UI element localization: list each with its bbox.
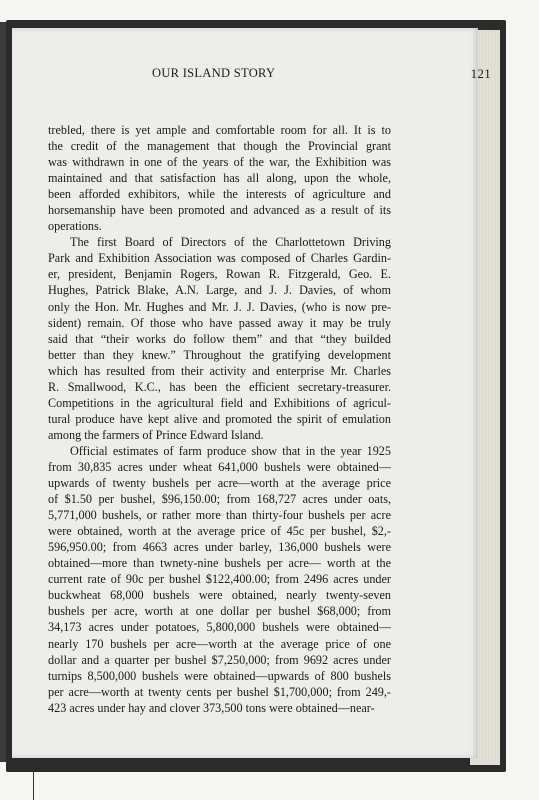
text-line: which has resulted from their activity and enterprise Mr. Charles [48,363,391,378]
text-line: 423 acres under hay and clover 373,500 tons were obtained—near- [48,700,375,715]
paragraph [48,122,391,234]
text-line: said that “their works do follow them” and that “they builded [48,331,391,346]
text-line: The first Board of Directors of the Charlottetown Driving [70,235,391,250]
paragraph [48,443,391,716]
text-line: trebled, there is yet ample and comfortable room for all. It is to [48,123,391,137]
text-line: nearly 170 bushels per acre—worth at the average price of one [48,636,391,651]
text-line: dollar and a quarter per bushel $7,250,000; from 9692 acres under [48,652,391,667]
text-line: only the Hon. Mr. Hughes and Mr. J. J. Davies, (who is now pre- [48,299,391,314]
text-line: tural produce have kept alive and promoted the spirit of emulation [48,411,391,426]
body-text [48,122,391,716]
text-line: R. Smallwood, K.C., has been the efficient secretary-treasurer. [48,379,391,394]
text-line: current rate of 90c per bushel $122,400.00; from 2496 acres under [48,572,391,587]
text-line: among the farmers of Prince Edward Island. [48,427,264,442]
text-line: sident) remain. Of those who have passed away it may be truly [48,315,391,330]
text-line: obtained—more than twnety-nine bushels per acre— worth at the [48,556,391,571]
text-line: from 30,835 acres under wheat 641,000 bushels were obtained— [48,459,391,474]
text-line: per acre—worth at twenty cents per bushel $1,700,000; from 249,- [48,684,391,699]
text-line: maintained and that satisfaction has all along, upon the whole, [48,171,391,186]
text-line: horsemanship have been promoted and advanced as a result of its [48,203,391,218]
text-line: buckwheat 68,000 bushels were obtained, nearly twenty-seven [48,588,391,603]
text-line: operations. [48,219,102,234]
scan-mark [33,770,34,800]
text-line: the credit of the management that though the Provincial grant [48,139,391,154]
text-line: Hughes, Patrick Blake, A.N. Large, and J. J. Davies, of whom [48,283,391,298]
text-line: of $1.50 per bushel, $96,150.00; from 168,727 acres under oats, [48,492,391,507]
page-number: 121 [470,66,491,81]
text-line: Official estimates of farm produce show that in the year 1925 [70,443,391,458]
text-line: 596,950.00; from 4663 acres under barley, 136,000 bushels were [48,540,391,555]
text-line: 5,771,000 bushels, or rather more than thirty-four bushels per acre [48,508,391,523]
text-line: Competitions in the agricultural field and Exhibitions of agricul- [48,395,391,410]
text-line: was withdrawn in one of the years of the war, the Exhibition was [48,155,391,170]
text-line: bushels per acre, worth at one dollar per bushel $68,000; from [48,604,391,619]
text-line: Park and Exhibition Association was composed of Charles Gardin- [48,251,391,266]
text-line: upwards of twenty bushels per acre—worth at the average price [48,476,391,491]
running-title: OUR ISLAND STORY [152,66,276,80]
paragraph [48,234,391,443]
text-line: better than they knew.” Throughout the gratifying development [48,347,391,362]
text-line: been afforded exhibitors, while the interests of agriculture and [48,187,391,202]
text-line: er, president, Benjamin Rogers, Rowan R. Fitzgerald, Geo. E. [48,267,391,282]
page-header [36,66,511,86]
text-line: 34,173 acres under potatoes, 5,800,000 bushels were obtained— [48,620,391,635]
text-line: were obtained, worth at the average price of 45c per bushel, $2,- [48,524,391,539]
text-line: turnips 8,500,000 bushels were obtained—upwards of 800 bushels [48,668,391,683]
